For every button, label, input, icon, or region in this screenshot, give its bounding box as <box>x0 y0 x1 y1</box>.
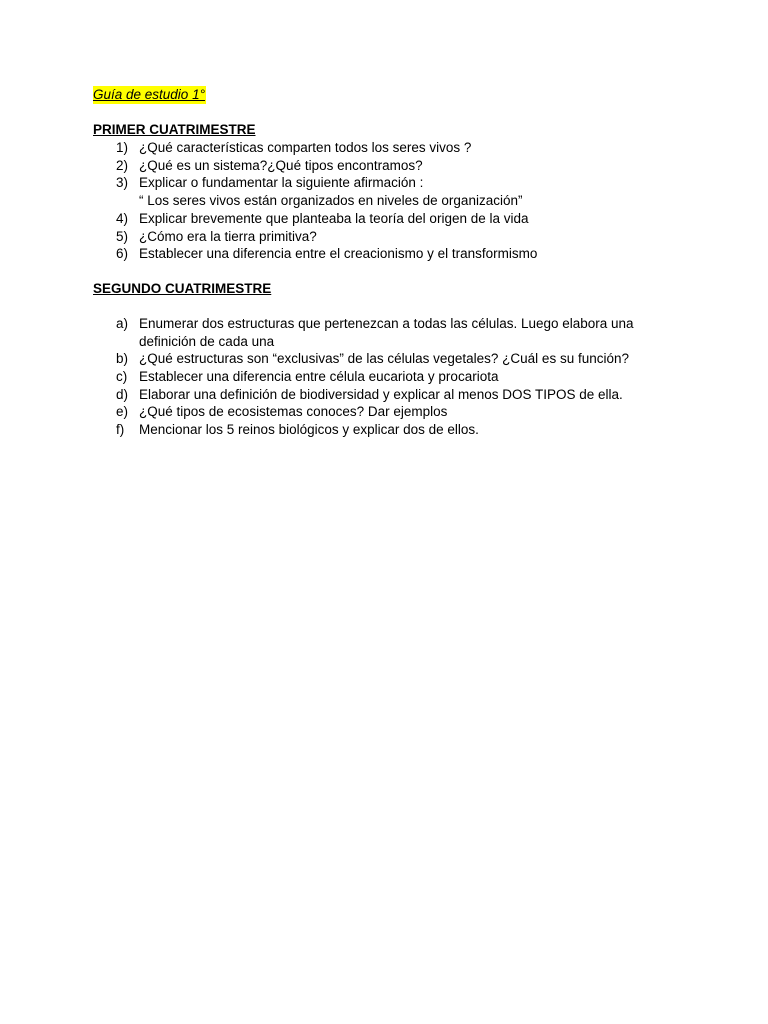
list-item <box>93 315 693 350</box>
list-item <box>93 386 693 404</box>
list-item <box>93 139 693 157</box>
document-page <box>93 86 693 439</box>
question-text: ¿Qué características comparten todos los seres vivos ? <box>139 140 472 155</box>
list-marker: e) <box>116 404 129 420</box>
list-item <box>93 174 693 209</box>
list-marker: 5) <box>116 228 129 244</box>
list-item <box>93 210 693 228</box>
list-marker: 4) <box>116 210 129 226</box>
section-heading: PRIMER CUATRIMESTRE <box>93 122 256 137</box>
list-item <box>93 368 693 386</box>
list-marker: a) <box>116 315 129 331</box>
question-text: Elaborar una definición de biodiversidad y explicar al menos DOS TIPOS de ella. <box>139 386 623 402</box>
list-marker: b) <box>116 351 129 367</box>
list-item <box>93 245 693 263</box>
question-text: ¿Qué estructuras son “exclusivas” de las células vegetales? ¿Cuál es su función? <box>139 351 629 367</box>
question-text: ¿Qué es un sistema?¿Qué tipos encontramos? <box>139 157 423 173</box>
list-marker: 1) <box>116 140 129 155</box>
list-item <box>93 228 693 246</box>
document-title: Guía de estudio 1° <box>93 87 205 102</box>
list-item <box>93 403 693 421</box>
question-text: ¿Cómo era la tierra primitiva? <box>139 228 317 244</box>
section-primer-cuatrimestre <box>93 121 693 263</box>
question-text: ¿Qué tipos de ecosistemas conoces? Dar ejemplos <box>139 404 448 420</box>
question-list <box>93 315 693 439</box>
question-text: Establecer una diferencia entre el creacionismo y el transformismo <box>139 246 538 262</box>
section-segundo-cuatrimestre <box>93 280 693 439</box>
question-text: Enumerar dos estructuras que pertenezcan a todas las células. Luego elabora una definición de cada una <box>139 315 634 349</box>
quoted-statement: “ Los seres vivos están organizados en niveles de organización” <box>139 193 523 209</box>
list-marker: c) <box>116 369 128 385</box>
list-item <box>93 350 693 368</box>
question-text: Explicar o fundamentar la siguiente afirmación : <box>139 175 424 191</box>
list-marker: 2) <box>116 157 129 173</box>
question-text: Explicar brevemente que planteaba la teoría del origen de la vida <box>139 210 529 226</box>
list-marker: d) <box>116 386 129 402</box>
list-item <box>93 157 693 175</box>
question-list <box>93 139 693 263</box>
list-marker: f) <box>116 422 125 438</box>
question-text: Establecer una diferencia entre célula eucariota y procariota <box>139 369 499 385</box>
list-marker: 3) <box>116 175 129 191</box>
list-marker: 6) <box>116 246 129 262</box>
list-item <box>93 421 693 439</box>
section-heading: SEGUNDO CUATRIMESTRE <box>93 280 272 296</box>
question-text: Mencionar los 5 reinos biológicos y explicar dos de ellos. <box>139 422 479 438</box>
